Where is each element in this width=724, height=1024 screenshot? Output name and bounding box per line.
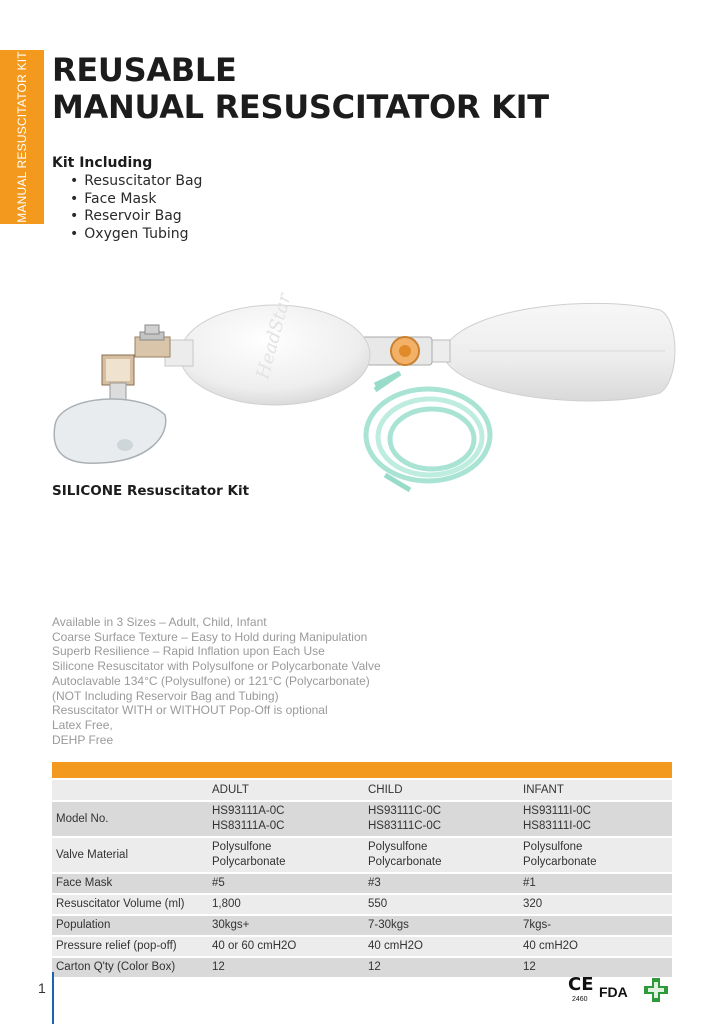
kit-item: • Face Mask [70, 191, 202, 209]
table-cell: #3 [364, 873, 519, 894]
table-cell: 40 cmH2O [364, 936, 519, 957]
feature-item: Superb Resilience – Rapid Inflation upon Each Use [52, 644, 325, 659]
table-cell: 40 cmH2O [519, 936, 672, 957]
column-header [52, 779, 208, 801]
feature-item: (NOT Including Reservoir Bag and Tubing) [52, 688, 279, 703]
spec-table-body [52, 801, 672, 978]
table-row [52, 915, 672, 936]
kit-item: • Reservoir Bag [70, 208, 202, 226]
ce-mark: CE [568, 974, 594, 995]
feature-item: Autoclavable 134°C (Polysulfone) or 121°C (Polycarbonate) [52, 673, 370, 688]
table-cell: HS93111I-0C HS83111I-0C [519, 801, 672, 837]
product-caption: SILICONE Resuscitator Kit [52, 483, 250, 499]
kit-list [70, 173, 202, 243]
feature-item: Coarse Surface Texture – Easy to Hold during Manipulation [52, 629, 368, 644]
feature-item: Latex Free, [52, 717, 113, 732]
table-cell: Polysulfone Polycarbonate [519, 837, 672, 873]
page-number: 1 [38, 980, 46, 996]
table-cell: 12 [519, 957, 672, 978]
side-tab [0, 50, 44, 224]
footer-rule [52, 972, 54, 1024]
bag-brand-text: HeadStar [252, 291, 296, 382]
row-label: Resuscitator Volume (ml) [52, 894, 208, 915]
row-label: Carton Q'ty (Color Box) [52, 957, 208, 978]
table-row [52, 837, 672, 873]
table-cell: 320 [519, 894, 672, 915]
column-header: INFANT [519, 779, 672, 801]
kit-item: • Resuscitator Bag [70, 173, 202, 191]
table-cell: #1 [519, 873, 672, 894]
row-label: Population [52, 915, 208, 936]
row-label: Face Mask [52, 873, 208, 894]
table-cell: 12 [364, 957, 519, 978]
ce-number: 2460 [572, 996, 588, 1003]
fda-label: FDA [599, 984, 628, 1000]
kit-item: • Oxygen Tubing [70, 226, 202, 244]
row-label: Pressure relief (pop-off) [52, 936, 208, 957]
side-tab-label: MANUAL RESUSCITATOR KIT [15, 51, 29, 223]
kit-heading: Kit Including [52, 155, 153, 171]
table-row [52, 894, 672, 915]
table-cell: 40 or 60 cmH2O [208, 936, 364, 957]
table-cell: 7-30kgs [364, 915, 519, 936]
face-mask [54, 399, 166, 463]
table-cell: 550 [364, 894, 519, 915]
reservoir-bag [445, 303, 675, 401]
table-row [52, 801, 672, 837]
table-row [52, 873, 672, 894]
feature-item: DEHP Free [52, 732, 114, 747]
table-cell: HS93111C-0C HS83111C-0C [364, 801, 519, 837]
feature-list [52, 615, 381, 747]
table-accent-bar [52, 762, 672, 779]
table-header-row [52, 779, 672, 801]
feature-item: Resuscitator WITH or WITHOUT Pop-Off is optional [52, 703, 328, 718]
table-row [52, 936, 672, 957]
page-title [52, 52, 549, 126]
row-label: Valve Material [52, 837, 208, 873]
table-cell: Polysulfone Polycarbonate [208, 837, 364, 873]
spec-table [52, 762, 672, 979]
product-photo [40, 285, 680, 495]
certification-logos [566, 972, 676, 1008]
title-line-1: REUSABLE [52, 51, 237, 89]
table-cell: 7kgs- [519, 915, 672, 936]
column-header: ADULT [208, 779, 364, 801]
table-cell: Polysulfone Polycarbonate [364, 837, 519, 873]
feature-item: Available in 3 Sizes – Adult, Child, Infant [52, 615, 267, 629]
column-header: CHILD [364, 779, 519, 801]
feature-item: Silicone Resuscitator with Polysulfone or Polycarbonate Valve [52, 659, 381, 674]
table-cell: HS93111A-0C HS83111A-0C [208, 801, 364, 837]
title-line-2: MANUAL RESUSCITATOR KIT [52, 88, 549, 126]
table-cell: 1,800 [208, 894, 364, 915]
table-cell: 12 [208, 957, 364, 978]
oxygen-tubing [366, 373, 490, 490]
row-label: Model No. [52, 801, 208, 837]
medical-cross-icon [642, 976, 670, 1004]
table-cell: 30kgs+ [208, 915, 364, 936]
table-cell: #5 [208, 873, 364, 894]
